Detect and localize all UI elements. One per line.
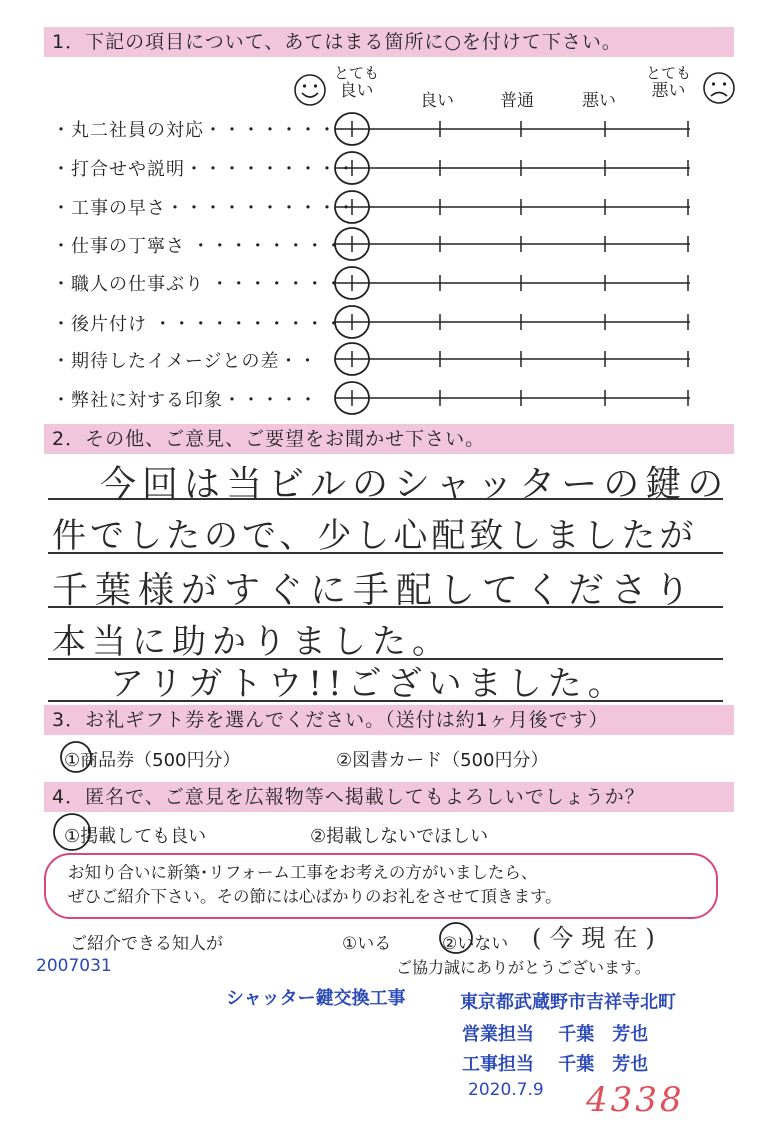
referral-handwritten-note: (今現在) (532, 924, 663, 952)
footer-work-type: シャッター鍵交換工事 (226, 988, 406, 1009)
footer-id-number: 2007031 (36, 956, 112, 976)
q3-title: 3．お礼ギフト券を選んでください。（送付は約1ヶ月後です） (52, 709, 609, 731)
footer-sales-label: 営業担当 (462, 1024, 534, 1045)
rating-label-cleanup: ・後片付け ・・・・・・・・・・ (52, 314, 344, 335)
q3-selection-circle (61, 742, 91, 772)
rating-selection-circle (335, 228, 369, 260)
comment-line-1: 今回は当ビルのシャッターの鍵の (100, 464, 730, 505)
q1-title: 1．下記の項目について、あてはまる箇所に○を付けて下さい。 (52, 31, 622, 53)
rating-selection-circle (335, 191, 369, 223)
q4-option-allow-label: ①掲載しても良い (64, 826, 207, 847)
rating-label-care: ・仕事の丁寧さ ・・・・・・・・ (52, 236, 344, 257)
rating-label-explanation: ・打合せや説明・・・・・・・・・ (52, 159, 356, 180)
referral-box-line2: ぜひご紹介下さい。その節には心ばかりのお礼をさせて頂きます。 (68, 887, 562, 906)
rating-selection-circle (335, 267, 369, 299)
scale-very-bad-line1: とても (646, 64, 692, 82)
rating-selection-circle (335, 343, 369, 375)
referral-option-no[interactable]: ②いない (442, 934, 509, 954)
comment-line-3: 千葉様がすぐに手配してくださり (52, 570, 698, 611)
rating-label-expectation: ・期待したイメージとの差・・ (52, 351, 318, 372)
rating-label-impression: ・弊社に対する印象・・・・・ (52, 390, 318, 411)
referral-selection-circle (440, 923, 472, 953)
q3-option-book-card-label: ②図書カード（500円分） (336, 750, 549, 771)
rating-selection-circle (335, 382, 369, 414)
scale-good: 良い (420, 91, 454, 111)
comment-line-2: 件でしたので、少し心配致しましたが (52, 516, 698, 556)
scale-normal: 普通 (500, 91, 534, 111)
rating-selection-circle (335, 306, 369, 338)
scale-very-bad-line2: 悪い (651, 81, 686, 101)
footer-address: 東京都武蔵野市吉祥寺北町 (460, 992, 676, 1013)
q3-option-gift-card-label: ①商品券（500円分） (64, 750, 241, 771)
rating-label-staff: ・丸二社員の対応・・・・・・・ (52, 120, 337, 141)
q4-title: 4．匿名で、ご意見を広報物等へ掲載してもよろしいでしょうか？ (52, 786, 645, 808)
footer-date: 2020.7.9 (468, 1080, 544, 1100)
rating-selection-circle (335, 152, 369, 184)
referral-thanks: ご協力誠にありがとうございます。 (396, 958, 651, 977)
scale-very-good-line2: 良い (339, 81, 374, 101)
rating-label-craftsman: ・職人の仕事ぶり ・・・・・・・ (52, 274, 344, 295)
referral-option-yes[interactable]: ①いる (342, 934, 392, 954)
footer-works-label: 工事担当 (462, 1054, 534, 1075)
rating-selection-circle (335, 113, 369, 145)
referral-question: ご紹介できる知人が (70, 934, 223, 954)
scale-bad: 悪い (582, 91, 616, 111)
comment-line-4: 本当に助かりました。 (52, 622, 452, 662)
referral-box-line1: お知り合いに新築･リフォーム工事をお考えの方がいましたら、 (68, 863, 538, 882)
q2-title: 2．その他、ご意見、ご要望をお聞かせ下さい。 (52, 428, 486, 450)
footer-stamp-number: 4338 (586, 1080, 685, 1120)
comment-line-5: アリガトウ!!ございました。 (110, 664, 628, 704)
rating-label-speed: ・工事の早さ・・・・・・・・・・ (52, 198, 356, 219)
scale-very-good-line1: とても (334, 64, 380, 82)
footer-works-name: 千葉 芳也 (558, 1054, 649, 1075)
q4-selection-circle (54, 814, 90, 850)
q4-option-deny-label: ②掲載しないでほしい (310, 826, 489, 847)
footer-sales-name: 千葉 芳也 (558, 1024, 649, 1045)
